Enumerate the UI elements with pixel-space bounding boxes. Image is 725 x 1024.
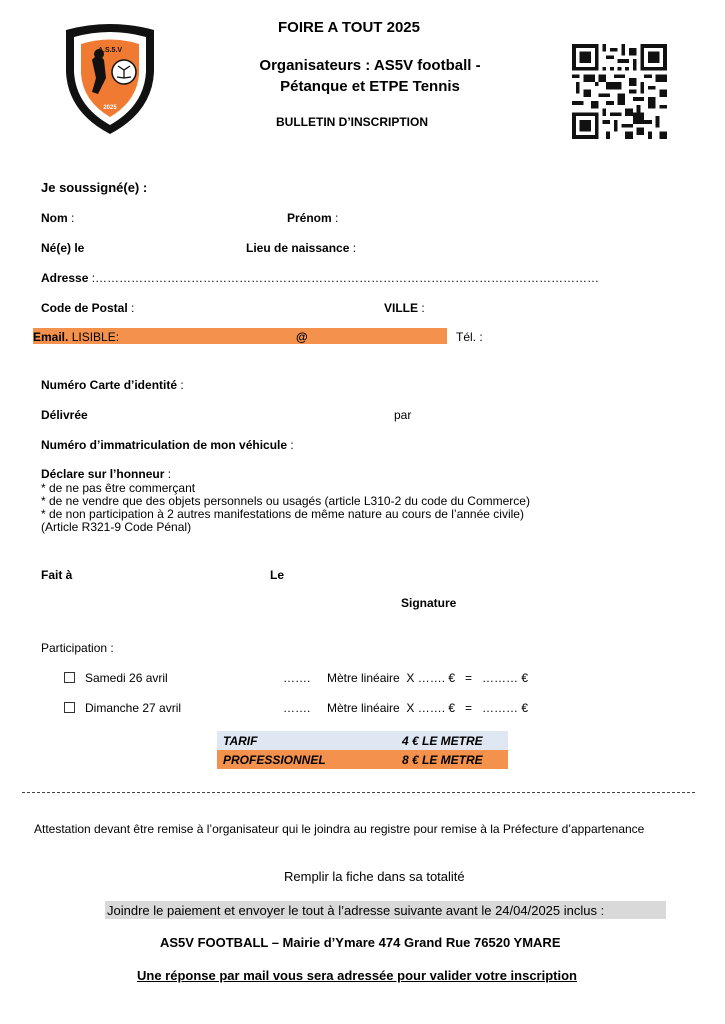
declaration-item: * de ne pas être commerçant <box>41 481 196 495</box>
samedi-checkbox[interactable] <box>64 672 75 683</box>
cp-label: Code de Postal <box>41 301 128 315</box>
lieu-naissance-field[interactable] <box>246 241 356 255</box>
declaration-item: (Article R321-9 Code Pénal) <box>41 520 192 534</box>
declaration-list <box>41 482 530 534</box>
club-logo <box>62 22 158 136</box>
prenom-field[interactable] <box>287 211 338 225</box>
tarif-label: PROFESSIONNEL <box>217 750 396 769</box>
adresse-field[interactable] <box>41 271 599 285</box>
samedi-label: Samedi 26 avril <box>85 671 168 685</box>
ville-label: VILLE <box>384 301 419 315</box>
tarif-value: 4 € LE METRE <box>396 731 508 750</box>
qr-code <box>572 44 667 139</box>
date-field[interactable]: Le <box>270 568 285 582</box>
logo-text: A.S.5.V <box>97 47 123 54</box>
declare-suffix: : <box>164 467 172 481</box>
intro-text: Je soussigné(e) : <box>41 180 148 195</box>
tarif-row <box>217 750 508 769</box>
logo-year: 2025 <box>103 105 117 111</box>
fait-a-field[interactable]: Fait à <box>41 568 73 582</box>
prenom-label: Prénom <box>287 211 332 225</box>
tarif-value: 8 € LE METRE <box>396 750 508 769</box>
lieu-suffix: : <box>349 241 357 255</box>
prenom-suffix: : <box>331 211 339 225</box>
organisers-line2: Pétanque et ETPE Tennis <box>280 78 460 95</box>
organisers-line1: Organisateurs : AS5V football - <box>259 57 481 74</box>
par-field[interactable]: par <box>394 408 412 422</box>
immatriculation-field[interactable] <box>41 438 294 452</box>
declaration-item: * de non participation à 2 autres manifestations de même nature au cours de l’année civile) <box>41 507 524 521</box>
cni-field[interactable] <box>41 378 184 392</box>
email-at-sign: @ <box>296 330 308 344</box>
page-title: FOIRE A TOUT 2025 <box>278 19 420 36</box>
samedi-metre: Mètre linéaire X ……. € = ……… € <box>327 671 529 685</box>
nom-suffix: : <box>67 211 75 225</box>
email-label-wrap <box>33 330 119 344</box>
reponse-text: Une réponse par mail vous sera adressée pour valider votre inscription <box>137 968 577 983</box>
tel-field[interactable]: Tél. : <box>456 330 483 344</box>
nom-field[interactable] <box>41 211 74 225</box>
dimanche-dots: ……. <box>283 701 311 715</box>
signature-field[interactable]: Signature <box>401 596 457 610</box>
ne-le-field[interactable]: Né(e) le <box>41 241 85 255</box>
immat-label: Numéro d’immatriculation de mon véhicule <box>41 438 288 452</box>
club-address: AS5V FOOTBALL – Mairie d’Ymare 474 Grand Rue 76520 YMARE <box>160 935 561 950</box>
code-postal-field[interactable] <box>41 301 134 315</box>
dimanche-metre: Mètre linéaire X ……. € = ……… € <box>327 701 529 715</box>
tarif-row <box>217 731 508 750</box>
declaration-item: * de ne vendre que des objets personnels ou usagés (article L310-2 du code du Commerce) <box>41 494 530 508</box>
samedi-dots: ……. <box>283 671 311 685</box>
delivree-field[interactable]: Délivrée <box>41 408 88 422</box>
attestation-text: Attestation devant être remise à l’organisateur qui le joindra au registre pour remise à la Préfecture d’appartenance <box>34 822 645 836</box>
tarif-table <box>217 731 508 769</box>
adresse-suffix: :……………………………………………………………………………………………………………… <box>88 271 600 285</box>
bulletin-heading: BULLETIN D’INSCRIPTION <box>276 115 428 129</box>
ville-suffix: : <box>418 301 425 315</box>
cut-line <box>22 792 695 793</box>
email-label: Email. <box>33 330 69 344</box>
cni-suffix: : <box>177 378 184 392</box>
nom-label: Nom <box>41 211 68 225</box>
immat-suffix: : <box>287 438 294 452</box>
remplir-text: Remplir la fiche dans sa totalité <box>284 869 465 884</box>
declaration-heading <box>41 467 171 481</box>
cp-suffix: : <box>127 301 135 315</box>
dimanche-label: Dimanche 27 avril <box>85 701 182 715</box>
declare-label: Déclare sur l’honneur <box>41 467 165 481</box>
cni-label: Numéro Carte d’identité <box>41 378 178 392</box>
participation-label: Participation : <box>41 641 114 655</box>
dimanche-checkbox[interactable] <box>64 702 75 713</box>
tarif-label: TARIF <box>217 731 396 750</box>
organisers-block <box>210 55 530 97</box>
email-lisible: LISIBLE: <box>68 330 120 344</box>
adresse-label: Adresse <box>41 271 89 285</box>
ville-field[interactable] <box>384 301 425 315</box>
lieu-label: Lieu de naissance <box>246 241 350 255</box>
joindre-text: Joindre le paiement et envoyer le tout à l’adresse suivante avant le 24/04/2025 inclus : <box>107 903 605 918</box>
